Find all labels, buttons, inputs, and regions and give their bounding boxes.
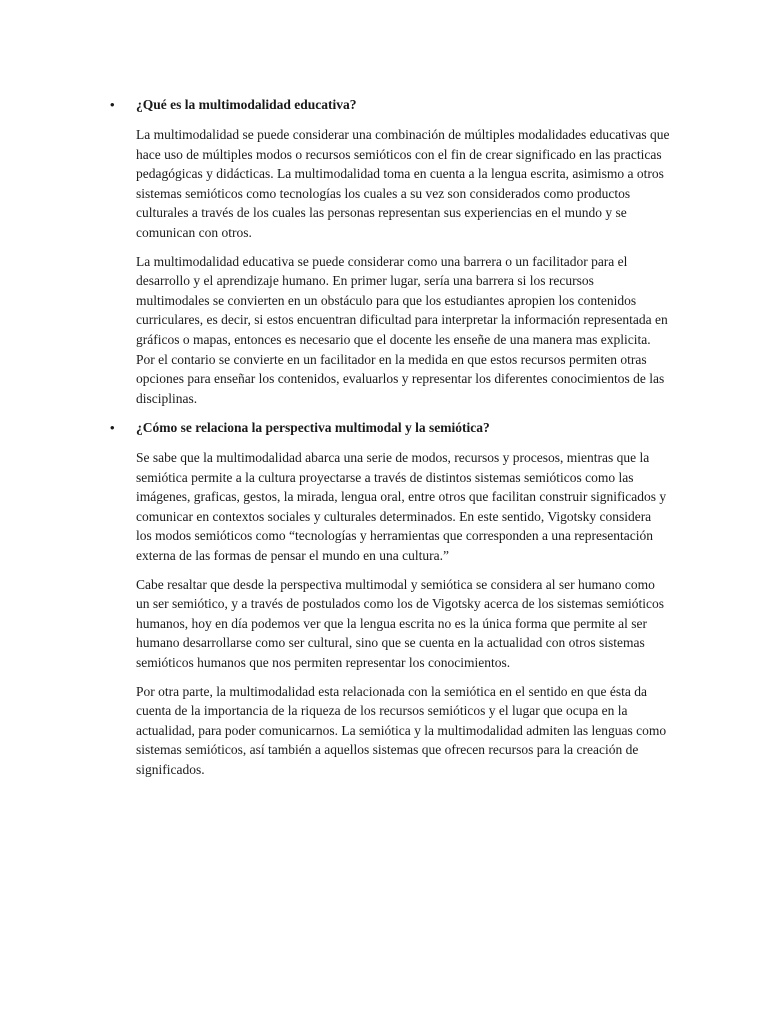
section-heading-text: ¿Cómo se relaciona la perspectiva multimodal y la semiótica? <box>136 420 490 435</box>
paragraph: Se sabe que la multimodalidad abarca una serie de modos, recursos y procesos, mientras que la semiótica permite a la cultura proyectarse a través de distintos sistemas semióticos como las imágenes, graficas, gestos, la mirada, lengua oral, entre otros que facilitan construir significados y comunicar en contextos sociales y culturales determinados. En este sentido, Vigotsky considera los modos semióticos como “tecnologías y herramientas que corresponden a una representación externa de las formas de pensar el mundo en una cultura.” <box>136 450 667 563</box>
paragraph: Por otra parte, la multimodalidad esta relacionada con la semiótica en el sentido en que ésta da cuenta de la importancia de la riqueza de los recursos semióticos y el lugar que ocupa en la actualidad, para poder comunicarnos. La semiótica y la multimodalidad admiten las lenguas como sistemas semióticos, así también a aquellos sistemas que ofrecen recursos para la creación de significados. <box>136 683 667 777</box>
section-heading <box>110 418 670 437</box>
bullet-icon: • <box>110 97 115 112</box>
paragraph: Cabe resaltar que desde la perspectiva multimodal y semiótica se considera al ser humano como un ser semiótico, y a través de postulados como los de Vigotsky acerca de los sistemas semióticos humanos, hoy en día podemos ver que la lengua escrita no es la única forma que permite al ser humano desarrollarse como ser cultural, sino que se cuenta en la actualidad con otros sistemas semióticos humanos que nos permiten representar los conocimientos. <box>136 576 664 670</box>
section-multimodal-semiotica <box>110 418 670 789</box>
section-heading <box>110 95 670 114</box>
section-heading-text: ¿Qué es la multimodalidad educativa? <box>136 97 357 112</box>
paragraph: La multimodalidad se puede considerar una combinación de múltiples modalidades educativas que hace uso de múltiples modos o recursos semióticos con el fin de crear significado en las practicas pedagógicas y didácticas. La multimodalidad toma en cuenta a la lengua escrita, asimismo a otros sistemas semióticos como tecnologías los cuales a su vez son considerados como productos culturales a través de los cuales las personas representan sus experiencias en el mundo y se comunican con otros. <box>136 127 670 240</box>
paragraph: La multimodalidad educativa se puede considerar como una barrera o un facilitador para el desarrollo y el aprendizaje humano. En primer lugar, sería una barrera si los recursos multimodales se convierten en un obstáculo para que los estudiantes apropien los contenidos curriculares, es decir, si estos encuentran dificultad para interpretar la información representada en gráficos o mapas, entonces es necesario que el docente les enseñe de una manera mas explicita. Por el contario se convierte en un facilitador en la medida en que estos recursos permiten otras opciones para enseñar los contenidos, evaluarlos y representar los diferentes conocimientos de las disciplinas. <box>136 253 668 406</box>
bullet-icon: • <box>110 420 115 435</box>
section-multimodalidad-educativa <box>110 95 670 417</box>
